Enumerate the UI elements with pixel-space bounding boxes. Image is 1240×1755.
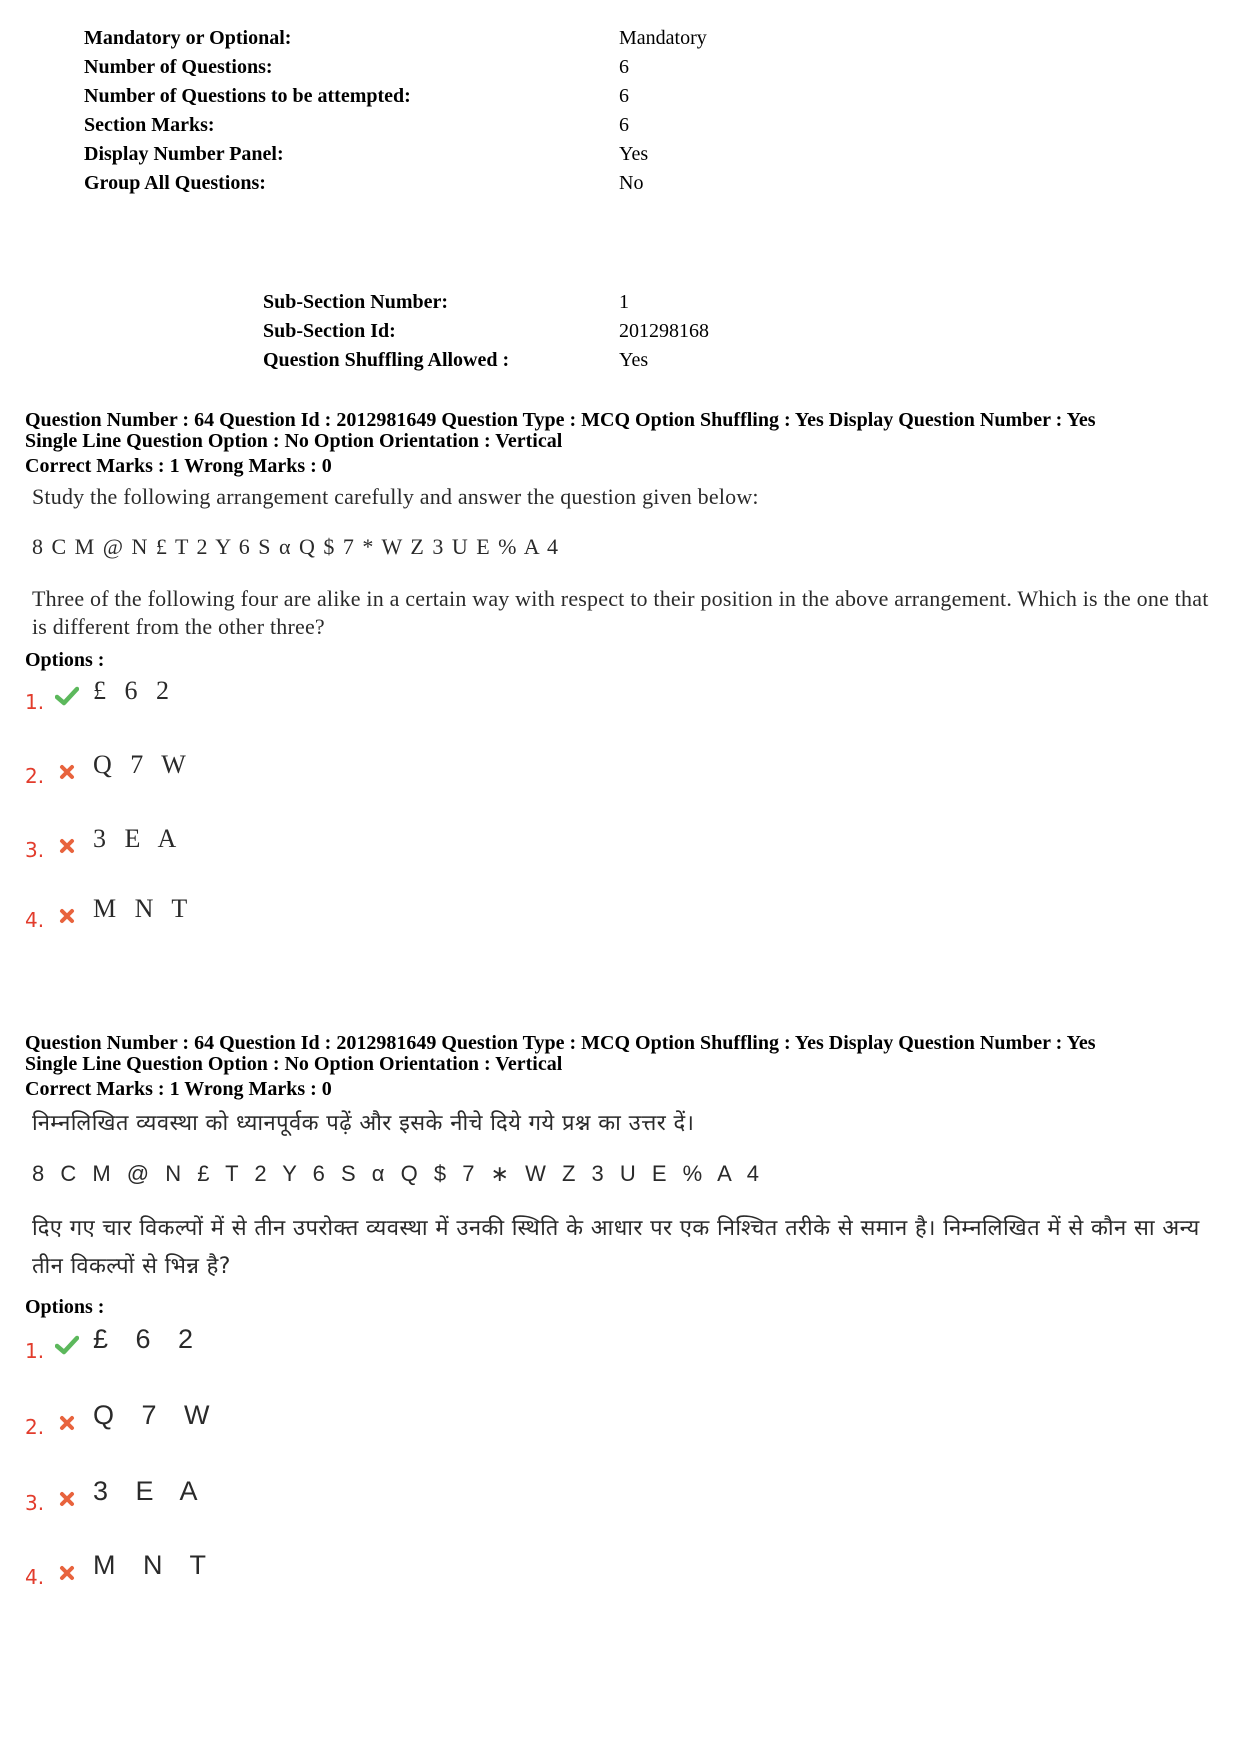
check-icon <box>53 1335 81 1363</box>
field-value: 6 <box>619 85 629 107</box>
field-value: Yes <box>619 143 649 165</box>
subsection-row-number <box>263 288 709 317</box>
option-2[interactable] <box>25 1399 1225 1439</box>
question-english <box>25 410 1225 932</box>
option-number: 3. <box>25 838 45 862</box>
option-2[interactable] <box>25 748 1225 788</box>
cross-icon <box>53 764 81 788</box>
cross-icon <box>53 1565 81 1589</box>
cross-icon <box>53 1491 81 1515</box>
section-info <box>84 24 707 198</box>
section-row-marks <box>84 111 707 140</box>
field-label: Number of Questions: <box>84 56 273 78</box>
section-row-mandatory <box>84 24 707 53</box>
field-value: 1 <box>619 291 629 313</box>
subsection-row-id <box>263 317 709 346</box>
field-value: No <box>619 172 644 194</box>
field-value: 6 <box>619 56 629 78</box>
options-list <box>25 674 1225 932</box>
options-label: Options : <box>25 1296 105 1318</box>
field-label: Sub-Section Id: <box>263 320 396 342</box>
question-instruction: निम्नलिखित व्यवस्था को ध्यानपूर्वक पढ़ें और इसके नीचे दिये गये प्रश्न का उत्तर दें। <box>32 1111 695 1136</box>
option-text: Q 7 W <box>93 750 192 779</box>
option-number: 1. <box>25 1339 45 1363</box>
option-4[interactable] <box>25 1549 1225 1589</box>
question-instruction: Study the following arrangement carefully and answer the question given below: <box>32 484 759 509</box>
option-number: 4. <box>25 1565 45 1589</box>
question-meta-line1: Question Number : 64 Question Id : 2012981649 Question Type : MCQ Option Shuffling : Yes Display Question Number : Yes <box>25 1032 1096 1054</box>
field-value: 201298168 <box>619 320 709 342</box>
section-row-num-questions <box>84 53 707 82</box>
field-label: Display Number Panel: <box>84 143 284 165</box>
option-text: 3 E A <box>93 1476 208 1506</box>
section-row-number-panel <box>84 140 707 169</box>
cross-icon <box>53 1415 81 1439</box>
option-3[interactable] <box>25 1475 1225 1515</box>
field-label: Sub-Section Number: <box>263 291 449 313</box>
option-number: 2. <box>25 1415 45 1439</box>
section-row-attempted <box>84 82 707 111</box>
option-text: £ 6 2 <box>93 676 175 705</box>
option-text: 3 E A <box>93 824 183 853</box>
option-text: Q 7 W <box>93 1400 220 1430</box>
subsection-row-shuffling <box>263 346 709 375</box>
question-text: दिए गए चार विकल्पों में से तीन उपरोक्त व्यवस्था में उनकी स्थिति के आधार पर एक निश्चित तरीके से समान है। निम्नलिखित में से कौन सा अन्य तीन विकल्पों से भिन्न है? <box>32 1216 1200 1279</box>
option-number: 4. <box>25 908 45 932</box>
field-value: Mandatory <box>619 27 707 49</box>
question-meta-line2: Single Line Question Option : No Option Orientation : Vertical <box>25 1053 563 1075</box>
field-label: Mandatory or Optional: <box>84 27 292 49</box>
cross-icon <box>53 908 81 932</box>
field-label: Number of Questions to be attempted: <box>84 85 411 107</box>
cross-icon <box>53 838 81 862</box>
option-1[interactable] <box>25 674 1225 714</box>
field-label: Group All Questions: <box>84 172 266 194</box>
section-row-group-all <box>84 169 707 198</box>
option-number: 3. <box>25 1491 45 1515</box>
check-icon <box>53 686 81 714</box>
question-text: Three of the following four are alike in a certain way with respect to their position in the above arrangement. Which is the one that is different from the other three? <box>32 586 1209 639</box>
option-4[interactable] <box>25 892 1225 932</box>
option-number: 2. <box>25 764 45 788</box>
option-text: M N T <box>93 894 194 923</box>
question-marks: Correct Marks : 1 Wrong Marks : 0 <box>25 455 332 477</box>
field-value: 6 <box>619 114 629 136</box>
question-arrangement: 8 C M @ N £ T 2 Y 6 S α Q $ 7 * W Z 3 U E % A 4 <box>32 534 560 559</box>
question-meta-line1: Question Number : 64 Question Id : 2012981649 Question Type : MCQ Option Shuffling : Yes Display Question Number : Yes <box>25 409 1096 431</box>
question-meta-line2: Single Line Question Option : No Option Orientation : Vertical <box>25 430 563 452</box>
subsection-info <box>263 288 709 375</box>
question-hindi <box>25 1033 1225 1589</box>
field-label: Question Shuffling Allowed : <box>263 349 510 371</box>
question-arrangement: 8 C M @ N £ T 2 Y 6 S α Q $ 7 ∗ W Z 3 U E % A 4 <box>32 1161 764 1186</box>
option-3[interactable] <box>25 822 1225 862</box>
field-value: Yes <box>619 349 649 371</box>
question-marks: Correct Marks : 1 Wrong Marks : 0 <box>25 1078 332 1100</box>
options-list <box>25 1323 1225 1589</box>
options-label: Options : <box>25 649 105 671</box>
option-number: 1. <box>25 690 45 714</box>
option-1[interactable] <box>25 1323 1225 1363</box>
field-label: Section Marks: <box>84 114 215 136</box>
option-text: M N T <box>93 1550 216 1580</box>
option-text: £ 6 2 <box>93 1324 204 1354</box>
